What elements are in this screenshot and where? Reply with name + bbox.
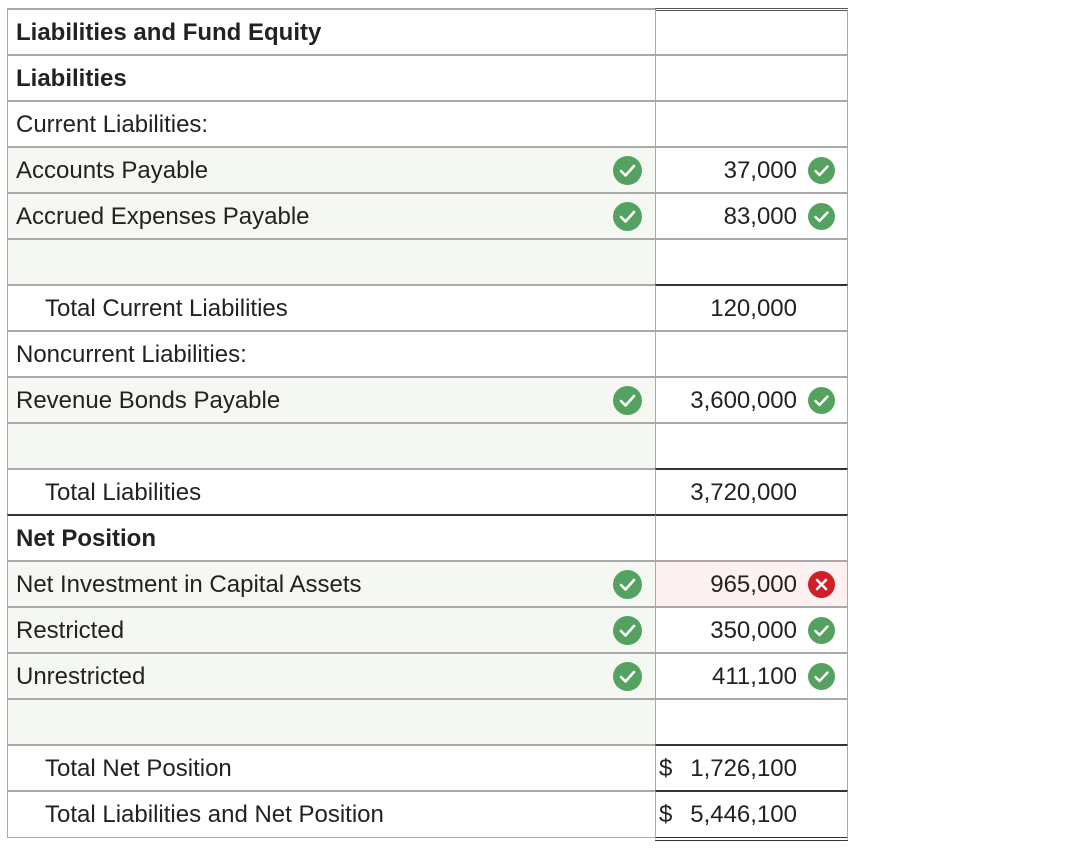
- total-value: 1,726,100: [690, 755, 797, 782]
- total-label: Total Net Position: [45, 755, 232, 782]
- account-label[interactable]: Restricted: [16, 617, 125, 644]
- amount-value[interactable]: 350,000: [710, 617, 797, 644]
- account-label[interactable]: Net Investment in Capital Assets: [16, 571, 362, 598]
- label-select-cell[interactable]: [7, 146, 656, 193]
- check-circle-icon: [613, 202, 642, 231]
- row-current-liabilities: [7, 100, 847, 146]
- account-label[interactable]: Unrestricted: [16, 663, 146, 690]
- row-accrued-expenses-payable: [7, 192, 847, 238]
- row-net-position: [7, 514, 847, 560]
- check-circle-icon: [613, 386, 642, 415]
- amount-input-cell[interactable]: [655, 422, 848, 469]
- check-circle-icon: [808, 663, 835, 690]
- label-select-cell[interactable]: [7, 652, 656, 699]
- account-label[interactable]: Accounts Payable: [16, 157, 209, 184]
- amount-value[interactable]: 83,000: [723, 203, 797, 230]
- row-blank: [7, 698, 847, 744]
- amount-value[interactable]: 3,600,000: [690, 387, 797, 414]
- row-unrestricted: [7, 652, 847, 698]
- amount-value[interactable]: 411,100: [712, 663, 797, 690]
- total-label: Total Liabilities: [45, 479, 202, 506]
- fund-equity-worksheet: [7, 8, 847, 836]
- amount-input-cell[interactable]: [655, 238, 848, 285]
- label-cell: [7, 284, 656, 331]
- label-select-cell[interactable]: [7, 238, 656, 285]
- amount-input-cell[interactable]: [655, 192, 848, 239]
- label-select-cell[interactable]: [7, 376, 656, 423]
- label-select-cell[interactable]: [7, 606, 656, 653]
- check-circle-icon: [808, 203, 835, 230]
- check-circle-icon: [808, 157, 835, 184]
- account-label[interactable]: Revenue Bonds Payable: [16, 387, 281, 414]
- total-cell: [655, 468, 848, 515]
- label-cell: [7, 100, 656, 147]
- row-noncurrent-liabilities: [7, 330, 847, 376]
- total-label: Total Liabilities and Net Position: [45, 801, 384, 828]
- label-select-cell[interactable]: [7, 698, 656, 745]
- row-net-investment-capital-assets: [7, 560, 847, 606]
- row-accounts-payable: [7, 146, 847, 192]
- total-cell: [655, 744, 848, 791]
- amount-value[interactable]: 965,000: [710, 571, 797, 598]
- check-circle-icon: [613, 616, 642, 645]
- row-liabilities: [7, 54, 847, 100]
- subsection-label: Noncurrent Liabilities:: [16, 341, 247, 368]
- row-restricted: [7, 606, 847, 652]
- row-total-current-liabilities: [7, 284, 847, 330]
- label-cell: [7, 790, 656, 838]
- grand-total-value: 5,446,100: [690, 801, 797, 828]
- label-cell: [7, 744, 656, 791]
- label-select-cell[interactable]: [7, 422, 656, 469]
- amount-cell: [655, 100, 848, 147]
- amount-input-cell[interactable]: [655, 698, 848, 745]
- amount-input-cell[interactable]: [655, 652, 848, 699]
- amount-input-cell[interactable]: [655, 606, 848, 653]
- check-circle-icon: [808, 617, 835, 644]
- row-revenue-bonds-payable: [7, 376, 847, 422]
- amount-cell: [655, 514, 848, 561]
- row-total-liabilities-and-net-position: [7, 790, 847, 836]
- amount-cell: [655, 8, 848, 56]
- total-value: 3,720,000: [690, 479, 797, 506]
- check-circle-icon: [808, 387, 835, 414]
- row-total-liabilities: [7, 468, 847, 514]
- currency-symbol: $: [659, 755, 673, 782]
- grand-total-cell: [655, 790, 848, 841]
- row-total-net-position: [7, 744, 847, 790]
- check-circle-icon: [613, 662, 642, 691]
- row-liabilities-and-fund-equity: [7, 8, 847, 54]
- amount-input-cell[interactable]: [655, 560, 848, 607]
- row-blank: [7, 422, 847, 468]
- label-cell: [7, 8, 656, 55]
- label-cell: [7, 468, 656, 515]
- amount-input-cell[interactable]: [655, 146, 848, 193]
- label-select-cell[interactable]: [7, 192, 656, 239]
- total-value: 120,000: [710, 295, 797, 322]
- amount-cell: [655, 330, 848, 377]
- check-circle-icon: [613, 570, 642, 599]
- account-label[interactable]: Accrued Expenses Payable: [16, 203, 310, 230]
- x-circle-icon: [808, 571, 835, 598]
- label-cell: [7, 514, 656, 561]
- label-cell: [7, 330, 656, 377]
- subsection-label: Current Liabilities:: [16, 111, 209, 138]
- currency-symbol: $: [659, 801, 673, 828]
- check-circle-icon: [613, 156, 642, 185]
- amount-value[interactable]: 37,000: [723, 157, 797, 184]
- total-label: Total Current Liabilities: [45, 295, 288, 322]
- section-heading: Liabilities: [16, 65, 127, 92]
- amount-input-cell[interactable]: [655, 376, 848, 423]
- amount-cell: [655, 54, 848, 101]
- total-cell: [655, 284, 848, 331]
- section-heading: Liabilities and Fund Equity: [16, 19, 322, 46]
- label-select-cell[interactable]: [7, 560, 656, 607]
- row-blank: [7, 238, 847, 284]
- label-cell: [7, 54, 656, 101]
- section-heading: Net Position: [16, 525, 157, 552]
